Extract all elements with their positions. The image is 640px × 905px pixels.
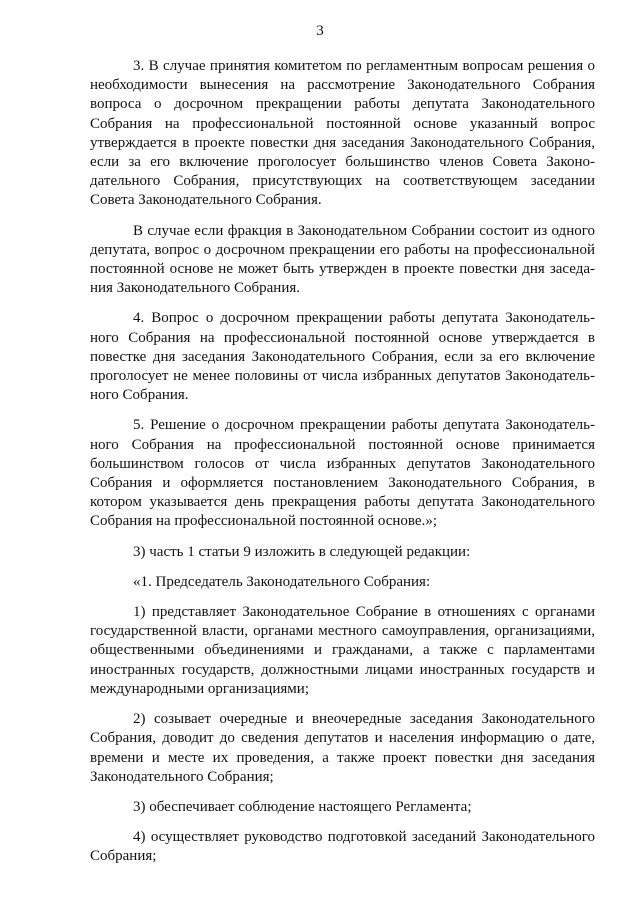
- paragraph-item-2: 2) созывает очередные и внеочередные заседания Законодательного Собрания, доводит до сведения депутатов и населения информацию о дате, времени и месте их проведения, а также проект повестки дня заседания Законодательного Собрания;: [90, 711, 595, 785]
- document-body: [90, 57, 595, 867]
- page-number: 3: [316, 23, 324, 39]
- paragraph-clause-4: 4. Вопрос о досрочном прекращении работы депутата Законодательного Собрания на профессиональной постоянной основе утверждается в повестке дня заседания Законодательного Собрания, если за его включение проголосует не менее половины от числа избранных депутатов Законодательного Собрания.: [90, 310, 595, 404]
- paragraph-amendment-article-9: 3) часть 1 статьи 9 изложить в следующей редакции:: [133, 543, 471, 560]
- paragraph-clause-3: 3. В случае принятия комитетом по регламентным вопросам решения о необходимости вынесения на рассмотрение Законодательного Собрания вопроса о досрочном прекращении работы депутата Законодательного Собрания на профессиональной постоянной основе указанный вопрос утверждается в проекте повестки дня заседания Законодательного Собрания, если за его включение проголосует большинство членов Совета Законодательного Собрания, присутствующих на соответствующем заседании Совета Законодательного Собрания.: [90, 58, 595, 209]
- paragraph-clause-5: 5. Решение о досрочном прекращении работы депутата Законодательного Собрания на профессиональной постоянной основе принимается большинством голосов от числа избранных депутатов Законодательного Собрания и оформляется постановлением Законодательного Собрания, в котором указывается день прекращения работы депутата Законодательного Собрания на профессиональной постоянной основе.»;: [90, 417, 595, 530]
- paragraph-item-1: 1) представляет Законодательное Собрание в отношениях с органами государственной власти, органами местного самоуправления, организациями, общественными объединениями и гражданами, а также с парламентами иностранных государств, должностными лицами иностранных государств и международными организациями;: [90, 604, 595, 697]
- paragraph-chairman-heading: «1. Председатель Законодательного Собрания:: [133, 573, 431, 590]
- paragraph-fraction-single-deputy: В случае если фракция в Законодательном Собрании состоит из одного депутата, вопрос о досрочном прекращении его работы на профессиональной постоянной основе не может быть утвержден в проекте повестки дня заседания Законодательного Собрания.: [90, 222, 595, 297]
- paragraph-item-3: 3) обеспечивает соблюдение настоящего Регламента;: [133, 798, 472, 815]
- paragraph-item-4: 4) осуществляет руководство подготовкой заседаний Законодательного Собрания;: [90, 829, 595, 865]
